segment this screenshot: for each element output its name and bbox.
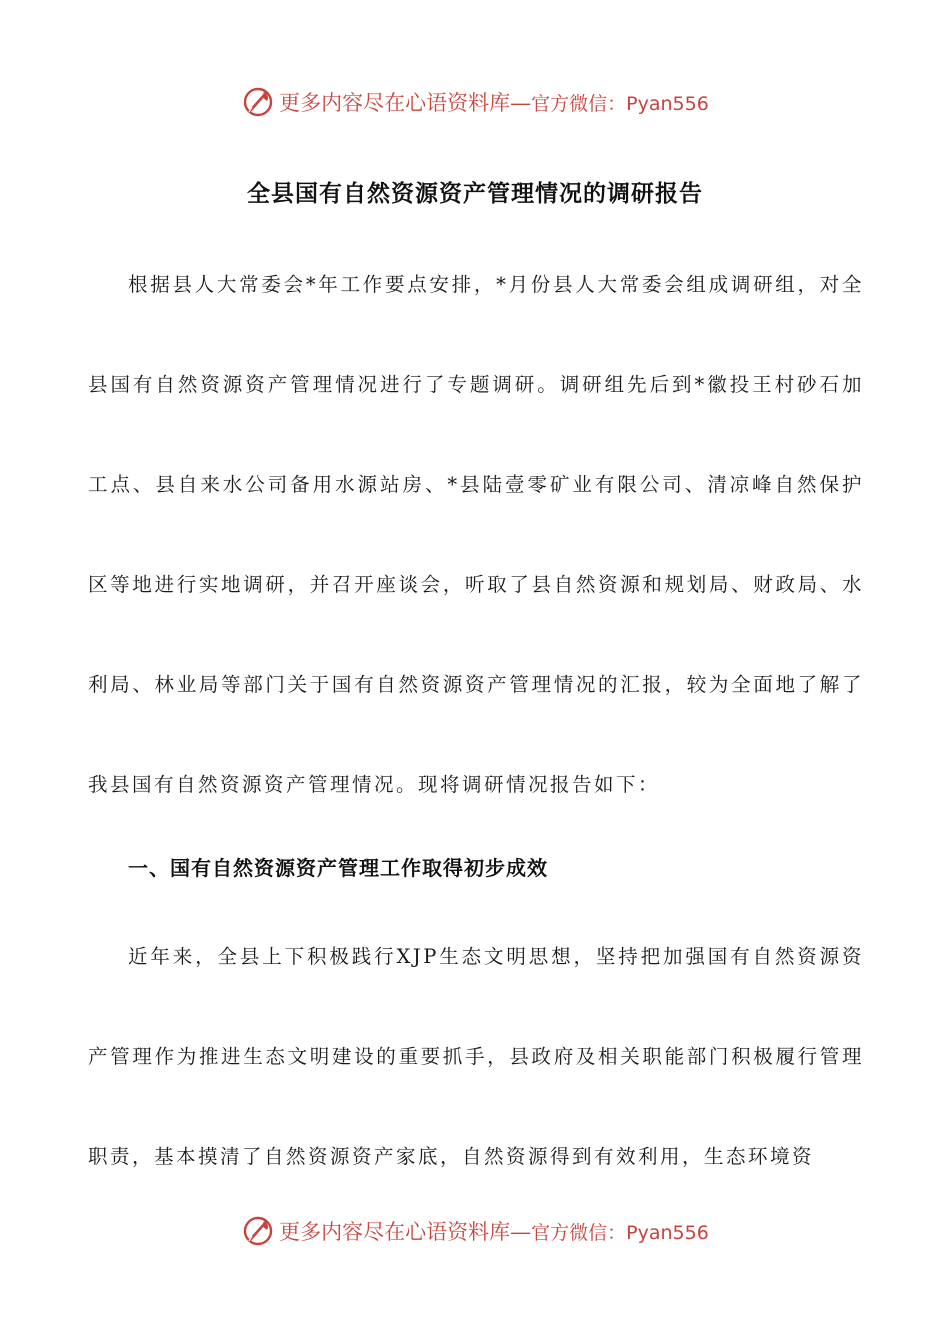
document-title: 全县国有自然资源资产管理情况的调研报告 (247, 181, 703, 207)
banner-wechat-text: 官方微信：Pyan556 (531, 92, 709, 115)
header-banner (0, 80, 950, 124)
banner-main-text: 更多内容尽在心语资料库— (279, 1220, 532, 1244)
body-paragraph: 近年来，全县上下积极践行XJP生态文明思想，坚持把加强国有自然资源资产管理作为推进生态文明建设的重要抓手，县政府及相关职能部门积极履行管理职责，基本摸清了自然资源资产家底，自然资源得到有效利用，生态环境资 (88, 945, 864, 1168)
banner-main-text: 更多内容尽在心语资料库— (279, 91, 532, 115)
section-heading: 一、国有自然资源资产管理工作取得初步成效 (128, 856, 548, 880)
banner-wechat-text: 官方微信：Pyan556 (531, 1221, 709, 1244)
quill-logo-icon (241, 1214, 275, 1248)
quill-logo-icon (241, 85, 275, 119)
footer-banner (0, 1209, 950, 1253)
body-paragraph: 根据县人大常委会*年工作要点安排，*月份县人大常委会组成调研组，对全县国有自然资源资产管理情况进行了专题调研。调研组先后到*徽投王村砂石加工点、县自来水公司备用水源站房、*县陆壹零矿业有限公司、清凉峰自然保护区等地进行实地调研，并召开座谈会，听取了县自然资源和规划局、财政局、水利局、林业局等部门关于国有自然资源资产管理情况的汇报，较为全面地了解了我县国有自然资源资产管理情况。现将调研情况报告如下： (88, 273, 864, 796)
